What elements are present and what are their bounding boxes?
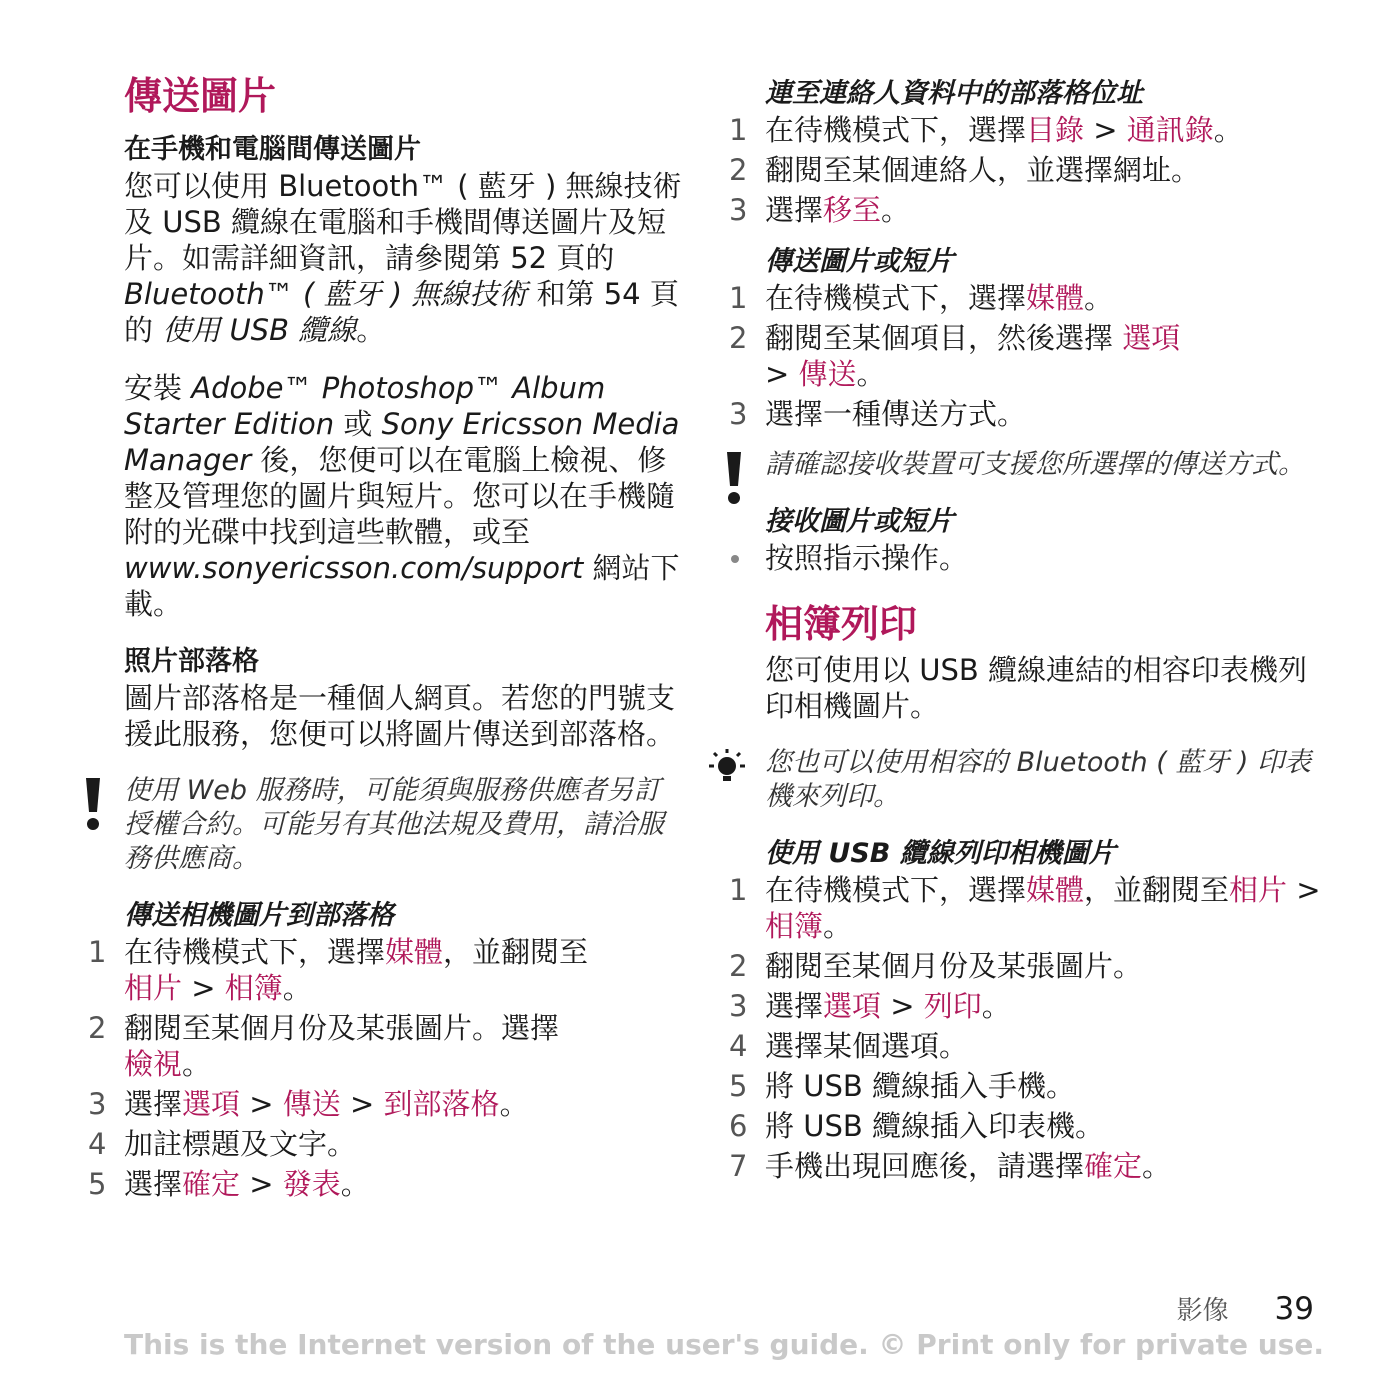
step-number: 1 [88,935,107,969]
text: > [182,971,225,1005]
step [88,1166,684,1202]
text: 選擇某個選項。 [765,1029,969,1063]
step-number: 3 [88,1087,107,1121]
text: > [240,1167,283,1201]
heading-photo-blog: 照片部落格 [124,646,259,677]
step [88,1086,684,1122]
text: 翻閱至某個月份及某張圖片。選擇 [124,1011,560,1045]
heading-blog-address: 連至連絡人資料中的部落格位址 [765,78,1143,109]
step-number: 1 [729,281,748,315]
software-media-manager: Sony Ericsson Media Manager [124,407,680,477]
text: > [340,1087,384,1121]
heading-usb-print: 使用 USB 纜線列印相機圖片 [765,838,1116,869]
footer-section-name: 影像 [1176,1296,1229,1326]
menu-ref-ok: 確定 [182,1167,241,1201]
menu-ref-contacts: 通訊錄 [1126,113,1214,147]
step-number: 3 [729,397,748,431]
step-number: 4 [88,1127,107,1161]
bullet-text: 按照指示操作。 [765,541,969,575]
step-number: 2 [729,153,748,187]
step [88,1126,684,1162]
text: 您可以使用 Bluetooth™ ( 藍牙 ) 無線技術及 USB 纜線在電腦和手機間傳送圖片及短片。如需詳細資訊，請參閱第 52 頁的 [124,169,682,275]
section-title-album-print: 相簿列印 [765,602,918,646]
support-url: www.sonyericsson.com/support [124,551,584,585]
text: 將 USB 纜線插入手機。 [765,1069,1075,1103]
step-number: 2 [88,1011,107,1045]
steps-usb-print [729,872,1325,1184]
tip-bluetooth-printer [765,746,1325,814]
note-receiver-support [765,448,1325,482]
steps-send-pictures [729,280,1325,432]
text: 加註標題及文字。 [124,1127,357,1161]
menu-ref-options: 選項 [1122,321,1181,355]
menu-ref-photo: 相片 [124,971,183,1005]
paragraph-software [124,370,684,622]
step [729,1108,1325,1144]
text: 。 [182,1047,212,1081]
text: ，並翻閱至 [1084,873,1230,907]
heading-receive-pictures: 接收圖片或短片 [765,506,954,537]
heading-send-to-blog: 傳送相機圖片到部落格 [124,900,394,931]
software-adobe: Adobe™ Photoshop™ Album Starter Edition [124,371,606,441]
text: 安裝 [124,371,183,405]
bullet-dot [731,555,739,563]
text: 。 [340,1167,370,1201]
lightbulb-icon [707,748,747,788]
menu-ref-media: 媒體 [1026,281,1085,315]
page-footer [1177,1290,1314,1327]
menu-ref-media: 媒體 [385,935,444,969]
text: > [765,357,799,391]
menu-ref-photo: 相片 [1229,873,1288,907]
paragraph-pc-transfer [124,168,684,348]
ref-usb-cable: 使用 USB 纜線 [162,313,357,347]
step-number: 7 [729,1149,748,1183]
text: 後，您便可以在電腦上檢視、修整及管理您的圖片與短片。您可以在手機隨附的光碟中找到這些軟體，或至 [124,443,676,549]
tip-text: 您也可以使用相容的 Bluetooth ( 藍牙 ) 印表機來列印。 [765,747,1312,812]
text: 。 [823,909,853,943]
text: 或 [343,407,373,441]
step [729,948,1325,984]
step [729,152,1325,188]
paragraph-photo-blog: 圖片部落格是一種個人網頁。若您的門號支援此服務，您便可以將圖片傳送到部落格。 [124,681,676,751]
text: 將 USB 纜線插入印表機。 [765,1109,1104,1143]
section-title-transfer-pictures: 傳送圖片 [124,74,277,118]
text: 選擇 [765,193,824,227]
text: 翻閱至某個項目，然後選擇 [765,321,1123,355]
text: 和第 54 頁的 [124,277,679,347]
step-number: 1 [729,113,748,147]
step [729,192,1325,228]
text: 在待機模式下，選擇 [765,281,1027,315]
text: ，並翻閱至 [443,935,589,969]
steps-send-to-blog [88,934,684,1202]
text: 。 [881,193,911,227]
menu-ref-media: 媒體 [1026,873,1085,907]
heading-pc-transfer: 在手機和電腦間傳送圖片 [124,134,421,165]
menu-ref-send: 傳送 [798,357,857,391]
text: 。 [856,357,886,391]
step-number: 1 [729,873,748,907]
text: > [881,989,924,1023]
text: 在待機模式下，選擇 [124,935,386,969]
step-number: 2 [729,321,748,355]
step-number: 6 [729,1109,748,1143]
text: 網站下載。 [124,551,680,621]
step-number: 3 [729,989,748,1023]
text: > [1084,113,1127,147]
ref-bluetooth: Bluetooth™ ( 藍牙 ) 無線技術 [124,277,528,311]
exclamation-icon [80,776,106,832]
text: 選擇 [124,1087,183,1121]
text: 。 [499,1087,529,1121]
menu-ref-post: 發表 [282,1167,341,1201]
disclaimer: This is the Internet version of the user's guide. © Print only for private use. [124,1328,1324,1361]
text: 在待機模式下，選擇 [765,873,1027,907]
step [729,112,1325,148]
note-text: 請確認接收裝置可支援您所選擇的傳送方式。 [765,449,1305,480]
step-number: 3 [729,193,748,227]
step [729,872,1325,944]
step-number: 2 [729,949,748,983]
text: 。 [981,989,1011,1023]
step [729,1148,1325,1184]
bullet-follow-instructions [765,540,1325,576]
text: 。 [1084,281,1114,315]
step [88,1010,684,1082]
menu-ref-options: 選項 [182,1087,241,1121]
menu-ref-ok: 確定 [1084,1149,1143,1183]
step [729,1028,1325,1064]
text: 在待機模式下，選擇 [765,113,1027,147]
menu-ref-options: 選項 [823,989,882,1023]
step [729,280,1325,316]
text: > [240,1087,283,1121]
menu-ref-print: 列印 [923,989,982,1023]
menu-ref-to-blog: 到部落格 [383,1087,500,1121]
steps-blog-address [729,112,1325,228]
menu-ref-go-to: 移至 [823,193,882,227]
menu-ref-view: 檢視 [124,1047,183,1081]
page-number: 39 [1274,1291,1314,1327]
text: 選擇 [765,989,824,1023]
text: 選擇一種傳送方式。 [765,397,1027,431]
text: > [1287,873,1321,907]
step [729,1068,1325,1104]
step-number: 5 [729,1069,748,1103]
text: 翻閱至某個月份及某張圖片。 [765,949,1143,983]
menu-ref-send: 傳送 [282,1087,341,1121]
text: 手機出現回應後，請選擇 [765,1149,1085,1183]
step [729,988,1325,1024]
menu-ref-album: 相簿 [224,971,283,1005]
menu-ref-album: 相簿 [765,909,824,943]
note-web-service [124,774,684,876]
text: 。 [356,313,386,347]
left-column [88,70,684,1206]
text: 。 [282,971,312,1005]
step [88,934,684,1006]
note-text: 使用 Web 服務時，可能須與服務供應者另訂授權合約。可能另有其他法規及費用，請洽服務供應商。 [124,775,664,874]
paragraph-album-print: 您可使用以 USB 纜線連結的相容印表機列印相機圖片。 [765,653,1307,723]
menu-ref-menu: 目錄 [1026,113,1085,147]
step [729,320,1325,392]
step [729,396,1325,432]
exclamation-icon [721,450,747,506]
text: 翻閱至某個連絡人，並選擇網址。 [765,153,1201,187]
text: 。 [1213,113,1243,147]
right-column [729,70,1325,1188]
text: 選擇 [124,1167,183,1201]
text: 。 [1142,1149,1172,1183]
step-number: 5 [88,1167,107,1201]
heading-send-pictures: 傳送圖片或短片 [765,246,954,277]
step-number: 4 [729,1029,748,1063]
